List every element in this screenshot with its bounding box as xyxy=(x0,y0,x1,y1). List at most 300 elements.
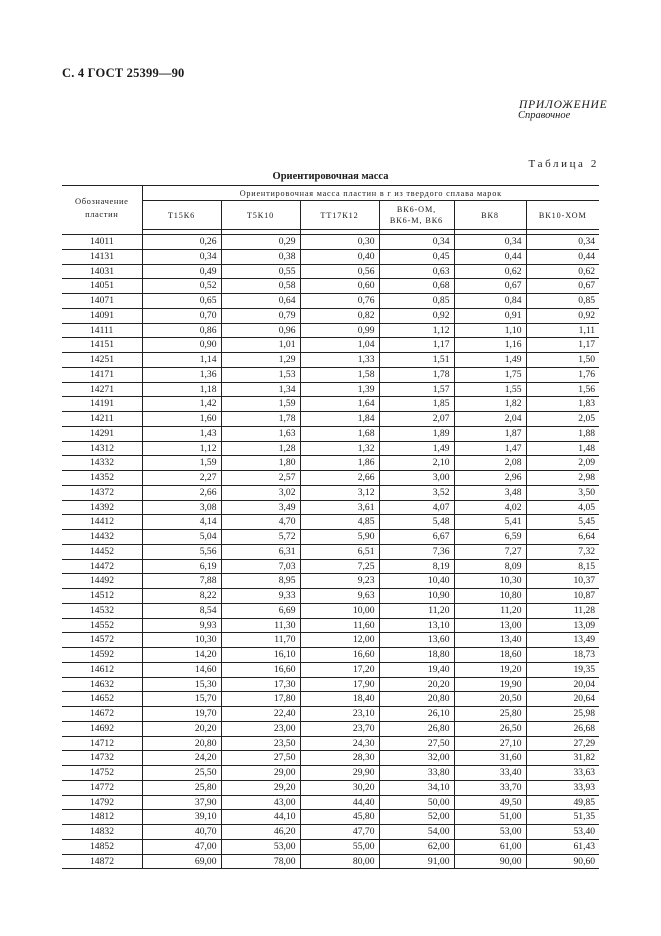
plate-designation-cell: 14372 xyxy=(62,485,142,500)
mass-value-cell: 8,95 xyxy=(221,574,300,589)
table-row xyxy=(62,456,599,471)
mass-value-cell: 12,00 xyxy=(300,633,379,648)
designation-header-line1: Обозначение xyxy=(74,195,129,206)
table-row xyxy=(62,412,599,427)
plate-designation-cell: 14151 xyxy=(62,338,142,353)
mass-value-cell: 0,64 xyxy=(221,294,300,309)
table-row xyxy=(62,235,599,250)
mass-value-cell: 1,17 xyxy=(379,338,454,353)
table-row xyxy=(62,397,599,412)
plate-designation-cell: 14111 xyxy=(62,323,142,338)
mass-value-cell: 0,79 xyxy=(221,308,300,323)
mass-value-cell: 3,12 xyxy=(300,485,379,500)
mass-value-cell: 10,00 xyxy=(300,603,379,618)
mass-value-cell: 0,56 xyxy=(300,264,379,279)
mass-value-cell: 9,93 xyxy=(142,618,221,633)
mass-value-cell: 53,40 xyxy=(526,825,599,840)
mass-value-cell: 0,65 xyxy=(142,294,221,309)
mass-value-cell: 6,19 xyxy=(142,559,221,574)
mass-value-cell: 3,48 xyxy=(454,485,526,500)
plate-designation-cell: 14031 xyxy=(62,264,142,279)
mass-value-cell: 53,00 xyxy=(454,825,526,840)
mass-value-cell: 17,30 xyxy=(221,677,300,692)
mass-value-cell: 1,49 xyxy=(454,353,526,368)
mass-value-cell: 0,70 xyxy=(142,308,221,323)
mass-value-cell: 0,86 xyxy=(142,323,221,338)
mass-value-cell: 13,00 xyxy=(454,618,526,633)
table-row xyxy=(62,382,599,397)
mass-value-cell: 6,67 xyxy=(379,530,454,545)
mass-value-cell: 30,20 xyxy=(300,780,379,795)
mass-value-cell: 7,03 xyxy=(221,559,300,574)
mass-value-cell: 49,85 xyxy=(526,795,599,810)
mass-value-cell: 91,00 xyxy=(379,854,454,869)
mass-value-cell: 3,00 xyxy=(379,471,454,486)
mass-value-cell: 13,09 xyxy=(526,618,599,633)
mass-value-cell: 90,00 xyxy=(454,854,526,869)
mass-value-cell: 19,70 xyxy=(142,707,221,722)
mass-value-cell: 1,39 xyxy=(300,382,379,397)
mass-value-cell: 8,09 xyxy=(454,559,526,574)
mass-value-cell: 11,60 xyxy=(300,618,379,633)
table-row xyxy=(62,485,599,500)
mass-value-cell: 1,64 xyxy=(300,397,379,412)
mass-value-cell: 27,29 xyxy=(526,736,599,751)
mass-value-cell: 11,30 xyxy=(221,618,300,633)
mass-value-cell: 22,40 xyxy=(221,707,300,722)
mass-value-cell: 26,10 xyxy=(379,707,454,722)
mass-value-cell: 52,00 xyxy=(379,810,454,825)
mass-value-cell: 55,00 xyxy=(300,839,379,854)
mass-value-cell: 9,23 xyxy=(300,574,379,589)
mass-value-cell: 44,10 xyxy=(221,810,300,825)
mass-value-cell: 1,80 xyxy=(221,456,300,471)
table-row xyxy=(62,618,599,633)
plate-designation-cell: 14832 xyxy=(62,825,142,840)
table-row xyxy=(62,589,599,604)
mass-value-cell: 0,62 xyxy=(454,264,526,279)
mass-value-cell: 47,70 xyxy=(300,825,379,840)
table-row xyxy=(62,603,599,618)
mass-value-cell: 1,49 xyxy=(379,441,454,456)
mass-value-cell: 40,70 xyxy=(142,825,221,840)
mass-value-cell: 0,30 xyxy=(300,235,379,250)
mass-value-cell: 1,87 xyxy=(454,426,526,441)
mass-value-cell: 5,45 xyxy=(526,515,599,530)
mass-value-cell: 0,85 xyxy=(379,294,454,309)
mass-value-cell: 3,61 xyxy=(300,500,379,515)
plate-designation-cell: 14131 xyxy=(62,249,142,264)
table-row xyxy=(62,825,599,840)
mass-value-cell: 3,50 xyxy=(526,485,599,500)
plate-designation-cell: 14652 xyxy=(62,692,142,707)
mass-value-cell: 26,50 xyxy=(454,721,526,736)
mass-value-cell: 5,72 xyxy=(221,530,300,545)
mass-value-cell: 1,04 xyxy=(300,338,379,353)
mass-value-cell: 1,63 xyxy=(221,426,300,441)
plate-designation-cell: 14412 xyxy=(62,515,142,530)
mass-value-cell: 23,50 xyxy=(221,736,300,751)
mass-value-cell: 0,92 xyxy=(379,308,454,323)
plate-designation-cell: 14492 xyxy=(62,574,142,589)
mass-value-cell: 61,00 xyxy=(454,839,526,854)
mass-value-cell: 1,82 xyxy=(454,397,526,412)
mass-value-cell: 23,70 xyxy=(300,721,379,736)
mass-value-cell: 17,90 xyxy=(300,677,379,692)
mass-value-cell: 1,50 xyxy=(526,353,599,368)
table-row xyxy=(62,692,599,707)
mass-value-cell: 26,68 xyxy=(526,721,599,736)
plate-designation-cell: 14352 xyxy=(62,471,142,486)
mass-table xyxy=(62,185,599,869)
table-row xyxy=(62,633,599,648)
mass-value-cell: 4,14 xyxy=(142,515,221,530)
table-row xyxy=(62,441,599,456)
mass-value-cell: 19,20 xyxy=(454,662,526,677)
mass-value-cell: 18,40 xyxy=(300,692,379,707)
mass-value-cell: 6,51 xyxy=(300,544,379,559)
mass-value-cell: 0,45 xyxy=(379,249,454,264)
mass-value-cell: 33,63 xyxy=(526,766,599,781)
mass-value-cell: 90,60 xyxy=(526,854,599,869)
appendix-title: ПРИЛОЖЕНИЕ xyxy=(519,99,608,111)
mass-value-cell: 2,04 xyxy=(454,412,526,427)
mass-value-cell: 1,17 xyxy=(526,338,599,353)
mass-value-cell: 5,48 xyxy=(379,515,454,530)
mass-value-cell: 4,85 xyxy=(300,515,379,530)
mass-value-cell: 2,08 xyxy=(454,456,526,471)
mass-value-cell: 1,11 xyxy=(526,323,599,338)
mass-value-cell: 11,20 xyxy=(454,603,526,618)
mass-value-cell: 1,57 xyxy=(379,382,454,397)
mass-value-cell: 20,50 xyxy=(454,692,526,707)
mass-value-cell: 61,43 xyxy=(526,839,599,854)
mass-value-cell: 1,28 xyxy=(221,441,300,456)
mass-value-cell: 16,10 xyxy=(221,648,300,663)
table-row xyxy=(62,662,599,677)
mass-value-cell: 1,75 xyxy=(454,367,526,382)
column-header: Т15К6 xyxy=(142,201,221,230)
table-row xyxy=(62,810,599,825)
mass-value-cell: 1,12 xyxy=(142,441,221,456)
mass-value-cell: 18,73 xyxy=(526,648,599,663)
plate-designation-cell: 14772 xyxy=(62,780,142,795)
mass-value-cell: 69,00 xyxy=(142,854,221,869)
mass-value-cell: 54,00 xyxy=(379,825,454,840)
plate-designation-cell: 14572 xyxy=(62,633,142,648)
mass-value-cell: 14,20 xyxy=(142,648,221,663)
plate-designation-cell: 14532 xyxy=(62,603,142,618)
mass-value-cell: 1,42 xyxy=(142,397,221,412)
mass-value-cell: 19,35 xyxy=(526,662,599,677)
mass-value-cell: 13,10 xyxy=(379,618,454,633)
mass-value-cell: 1,43 xyxy=(142,426,221,441)
mass-value-cell: 51,00 xyxy=(454,810,526,825)
mass-value-cell: 1,12 xyxy=(379,323,454,338)
table-row xyxy=(62,677,599,692)
mass-value-cell: 4,70 xyxy=(221,515,300,530)
mass-value-cell: 3,49 xyxy=(221,500,300,515)
mass-value-cell: 4,05 xyxy=(526,500,599,515)
plate-designation-cell: 14191 xyxy=(62,397,142,412)
mass-value-cell: 10,87 xyxy=(526,589,599,604)
plate-designation-cell: 14512 xyxy=(62,589,142,604)
mass-value-cell: 0,38 xyxy=(221,249,300,264)
designation-header-line2: пластин xyxy=(85,208,119,219)
mass-value-cell: 0,34 xyxy=(142,249,221,264)
mass-value-cell: 39,10 xyxy=(142,810,221,825)
mass-value-cell: 0,76 xyxy=(300,294,379,309)
mass-value-cell: 47,00 xyxy=(142,839,221,854)
plate-designation-cell: 14432 xyxy=(62,530,142,545)
plate-designation-cell: 14552 xyxy=(62,618,142,633)
table-row xyxy=(62,426,599,441)
mass-value-cell: 23,00 xyxy=(221,721,300,736)
plate-designation-cell: 14472 xyxy=(62,559,142,574)
mass-value-cell: 8,15 xyxy=(526,559,599,574)
mass-value-cell: 2,07 xyxy=(379,412,454,427)
mass-value-cell: 1,59 xyxy=(221,397,300,412)
mass-value-cell: 0,90 xyxy=(142,338,221,353)
table-row xyxy=(62,294,599,309)
mass-value-cell: 4,07 xyxy=(379,500,454,515)
mass-value-cell: 10,30 xyxy=(454,574,526,589)
mass-value-cell: 0,99 xyxy=(300,323,379,338)
mass-value-cell: 10,37 xyxy=(526,574,599,589)
mass-value-cell: 26,80 xyxy=(379,721,454,736)
mass-value-cell: 5,90 xyxy=(300,530,379,545)
mass-value-cell: 10,90 xyxy=(379,589,454,604)
mass-value-cell: 43,00 xyxy=(221,795,300,810)
table-row xyxy=(62,338,599,353)
mass-value-cell: 27,50 xyxy=(379,736,454,751)
mass-value-cell: 9,63 xyxy=(300,589,379,604)
mass-value-cell: 7,25 xyxy=(300,559,379,574)
mass-value-cell: 2,05 xyxy=(526,412,599,427)
mass-value-cell: 33,40 xyxy=(454,766,526,781)
mass-value-cell: 16,60 xyxy=(221,662,300,677)
mass-value-cell: 9,33 xyxy=(221,589,300,604)
mass-value-cell: 51,35 xyxy=(526,810,599,825)
mass-value-cell: 18,80 xyxy=(379,648,454,663)
plate-designation-cell: 14792 xyxy=(62,795,142,810)
mass-value-cell: 6,69 xyxy=(221,603,300,618)
table-row xyxy=(62,751,599,766)
mass-value-cell: 29,20 xyxy=(221,780,300,795)
table-label: Таблица 2 xyxy=(528,158,599,170)
mass-value-cell: 0,84 xyxy=(454,294,526,309)
plate-designation-cell: 14852 xyxy=(62,839,142,854)
mass-value-cell: 80,00 xyxy=(300,854,379,869)
plate-designation-cell: 14752 xyxy=(62,766,142,781)
mass-value-cell: 25,98 xyxy=(526,707,599,722)
mass-value-cell: 10,30 xyxy=(142,633,221,648)
plate-designation-cell: 14051 xyxy=(62,279,142,294)
mass-value-cell: 1,56 xyxy=(526,382,599,397)
mass-value-cell: 33,93 xyxy=(526,780,599,795)
mass-value-cell: 10,40 xyxy=(379,574,454,589)
mass-value-cell: 1,33 xyxy=(300,353,379,368)
page-header: С. 4 ГОСТ 25399—90 xyxy=(62,66,185,80)
mass-value-cell: 7,36 xyxy=(379,544,454,559)
table-row xyxy=(62,839,599,854)
mass-value-cell: 1,16 xyxy=(454,338,526,353)
plate-designation-cell: 14712 xyxy=(62,736,142,751)
plate-designation-cell: 14392 xyxy=(62,500,142,515)
mass-value-cell: 16,60 xyxy=(300,648,379,663)
mass-value-cell: 0,68 xyxy=(379,279,454,294)
column-header: ВК8 xyxy=(454,201,526,230)
table-row xyxy=(62,854,599,869)
plate-designation-cell: 14011 xyxy=(62,235,142,250)
table-row xyxy=(62,249,599,264)
plate-designation-cell: 14271 xyxy=(62,382,142,397)
mass-value-cell: 20,64 xyxy=(526,692,599,707)
designation-header xyxy=(62,186,142,230)
table-row xyxy=(62,279,599,294)
mass-value-cell: 1,51 xyxy=(379,353,454,368)
mass-value-cell: 1,14 xyxy=(142,353,221,368)
mass-value-cell: 2,10 xyxy=(379,456,454,471)
mass-value-cell: 7,32 xyxy=(526,544,599,559)
mass-value-cell: 0,62 xyxy=(526,264,599,279)
mass-value-cell: 0,92 xyxy=(526,308,599,323)
mass-value-cell: 1,84 xyxy=(300,412,379,427)
mass-value-cell: 1,53 xyxy=(221,367,300,382)
plate-designation-cell: 14211 xyxy=(62,412,142,427)
mass-value-cell: 4,02 xyxy=(454,500,526,515)
mass-value-cell: 0,52 xyxy=(142,279,221,294)
mass-value-cell: 11,28 xyxy=(526,603,599,618)
mass-value-cell: 3,02 xyxy=(221,485,300,500)
mass-value-cell: 29,90 xyxy=(300,766,379,781)
table-row xyxy=(62,648,599,663)
mass-value-cell: 0,29 xyxy=(221,235,300,250)
plate-designation-cell: 14672 xyxy=(62,707,142,722)
mass-value-cell: 1,55 xyxy=(454,382,526,397)
mass-value-cell: 2,66 xyxy=(300,471,379,486)
table-row xyxy=(62,707,599,722)
column-header: ВК10-ХОМ xyxy=(526,201,599,230)
mass-value-cell: 17,20 xyxy=(300,662,379,677)
table-row xyxy=(62,367,599,382)
table-row xyxy=(62,353,599,368)
mass-value-cell: 2,57 xyxy=(221,471,300,486)
mass-value-cell: 24,20 xyxy=(142,751,221,766)
mass-value-cell: 8,54 xyxy=(142,603,221,618)
table-row xyxy=(62,308,599,323)
mass-value-cell: 25,80 xyxy=(142,780,221,795)
mass-value-cell: 0,44 xyxy=(454,249,526,264)
mass-value-cell: 6,59 xyxy=(454,530,526,545)
mass-value-cell: 20,80 xyxy=(379,692,454,707)
mass-value-cell: 0,40 xyxy=(300,249,379,264)
mass-value-cell: 1,01 xyxy=(221,338,300,353)
mass-value-cell: 15,30 xyxy=(142,677,221,692)
mass-value-cell: 14,60 xyxy=(142,662,221,677)
mass-value-cell: 3,52 xyxy=(379,485,454,500)
mass-value-cell: 1,59 xyxy=(142,456,221,471)
mass-value-cell: 20,04 xyxy=(526,677,599,692)
mass-value-cell: 0,82 xyxy=(300,308,379,323)
mass-value-cell: 27,50 xyxy=(221,751,300,766)
plate-designation-cell: 14612 xyxy=(62,662,142,677)
mass-value-cell: 46,20 xyxy=(221,825,300,840)
mass-value-cell: 0,85 xyxy=(526,294,599,309)
mass-value-cell: 0,34 xyxy=(526,235,599,250)
mass-value-cell: 5,41 xyxy=(454,515,526,530)
mass-value-cell: 0,55 xyxy=(221,264,300,279)
mass-value-cell: 0,49 xyxy=(142,264,221,279)
plate-designation-cell: 14071 xyxy=(62,294,142,309)
mass-value-cell: 19,90 xyxy=(454,677,526,692)
mass-value-cell: 2,98 xyxy=(526,471,599,486)
mass-value-cell: 25,50 xyxy=(142,766,221,781)
plate-designation-cell: 14452 xyxy=(62,544,142,559)
mass-value-cell: 2,27 xyxy=(142,471,221,486)
table-row xyxy=(62,795,599,810)
table-row xyxy=(62,264,599,279)
mass-value-cell: 23,10 xyxy=(300,707,379,722)
plate-designation-cell: 14291 xyxy=(62,426,142,441)
mass-value-cell: 33,80 xyxy=(379,766,454,781)
mass-value-cell: 20,20 xyxy=(142,721,221,736)
column-header: ТТ17К12 xyxy=(300,201,379,230)
group-header: Ориентировочная масса пластин в г из твердого сплава марок xyxy=(142,186,599,201)
mass-value-cell: 32,00 xyxy=(379,751,454,766)
table-row xyxy=(62,471,599,486)
mass-value-cell: 24,30 xyxy=(300,736,379,751)
mass-value-cell: 2,09 xyxy=(526,456,599,471)
table-row xyxy=(62,500,599,515)
mass-value-cell: 1,88 xyxy=(526,426,599,441)
plate-designation-cell: 14872 xyxy=(62,854,142,869)
mass-value-cell: 0,96 xyxy=(221,323,300,338)
mass-value-cell: 1,78 xyxy=(221,412,300,427)
mass-value-cell: 1,36 xyxy=(142,367,221,382)
table-row xyxy=(62,559,599,574)
mass-value-cell: 28,30 xyxy=(300,751,379,766)
mass-value-cell: 0,91 xyxy=(454,308,526,323)
mass-value-cell: 7,88 xyxy=(142,574,221,589)
mass-value-cell: 33,70 xyxy=(454,780,526,795)
mass-value-cell: 1,86 xyxy=(300,456,379,471)
plate-designation-cell: 14592 xyxy=(62,648,142,663)
plate-designation-cell: 14332 xyxy=(62,456,142,471)
mass-value-cell: 27,10 xyxy=(454,736,526,751)
mass-value-cell: 2,96 xyxy=(454,471,526,486)
mass-value-cell: 1,60 xyxy=(142,412,221,427)
mass-value-cell: 13,40 xyxy=(454,633,526,648)
plate-designation-cell: 14732 xyxy=(62,751,142,766)
mass-value-cell: 1,78 xyxy=(379,367,454,382)
mass-value-cell: 1,58 xyxy=(300,367,379,382)
mass-value-cell: 15,70 xyxy=(142,692,221,707)
mass-value-cell: 34,10 xyxy=(379,780,454,795)
mass-value-cell: 31,60 xyxy=(454,751,526,766)
table-row xyxy=(62,515,599,530)
mass-value-cell: 3,08 xyxy=(142,500,221,515)
mass-value-cell: 1,76 xyxy=(526,367,599,382)
mass-value-cell: 13,49 xyxy=(526,633,599,648)
mass-value-cell: 0,67 xyxy=(454,279,526,294)
mass-value-cell: 0,63 xyxy=(379,264,454,279)
mass-value-cell: 11,20 xyxy=(379,603,454,618)
mass-value-cell: 11,70 xyxy=(221,633,300,648)
mass-value-cell: 1,29 xyxy=(221,353,300,368)
table-row xyxy=(62,736,599,751)
mass-value-cell: 10,80 xyxy=(454,589,526,604)
